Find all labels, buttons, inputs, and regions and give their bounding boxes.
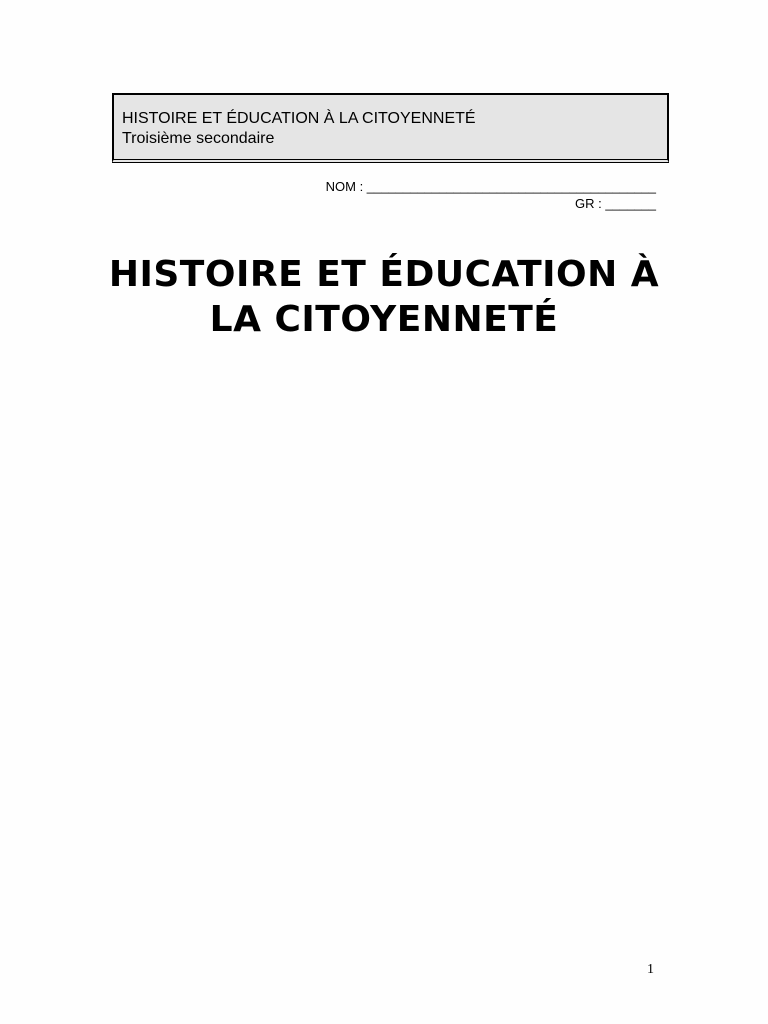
course-header-title: HISTOIRE ET ÉDUCATION À LA CITOYENNETÉ	[122, 110, 476, 127]
group-field: GR : _______	[575, 196, 656, 211]
page-title	[0, 252, 768, 342]
name-field: NOM : ________________________________________	[325, 179, 656, 194]
page-title-line-2: LA CITOYENNETÉ	[209, 299, 559, 340]
course-header-box	[112, 93, 669, 163]
course-header-subtitle: Troisième secondaire	[122, 130, 275, 147]
page-number: 1	[647, 962, 654, 977]
page-title-line-1: HISTOIRE ET ÉDUCATION À	[108, 254, 660, 295]
